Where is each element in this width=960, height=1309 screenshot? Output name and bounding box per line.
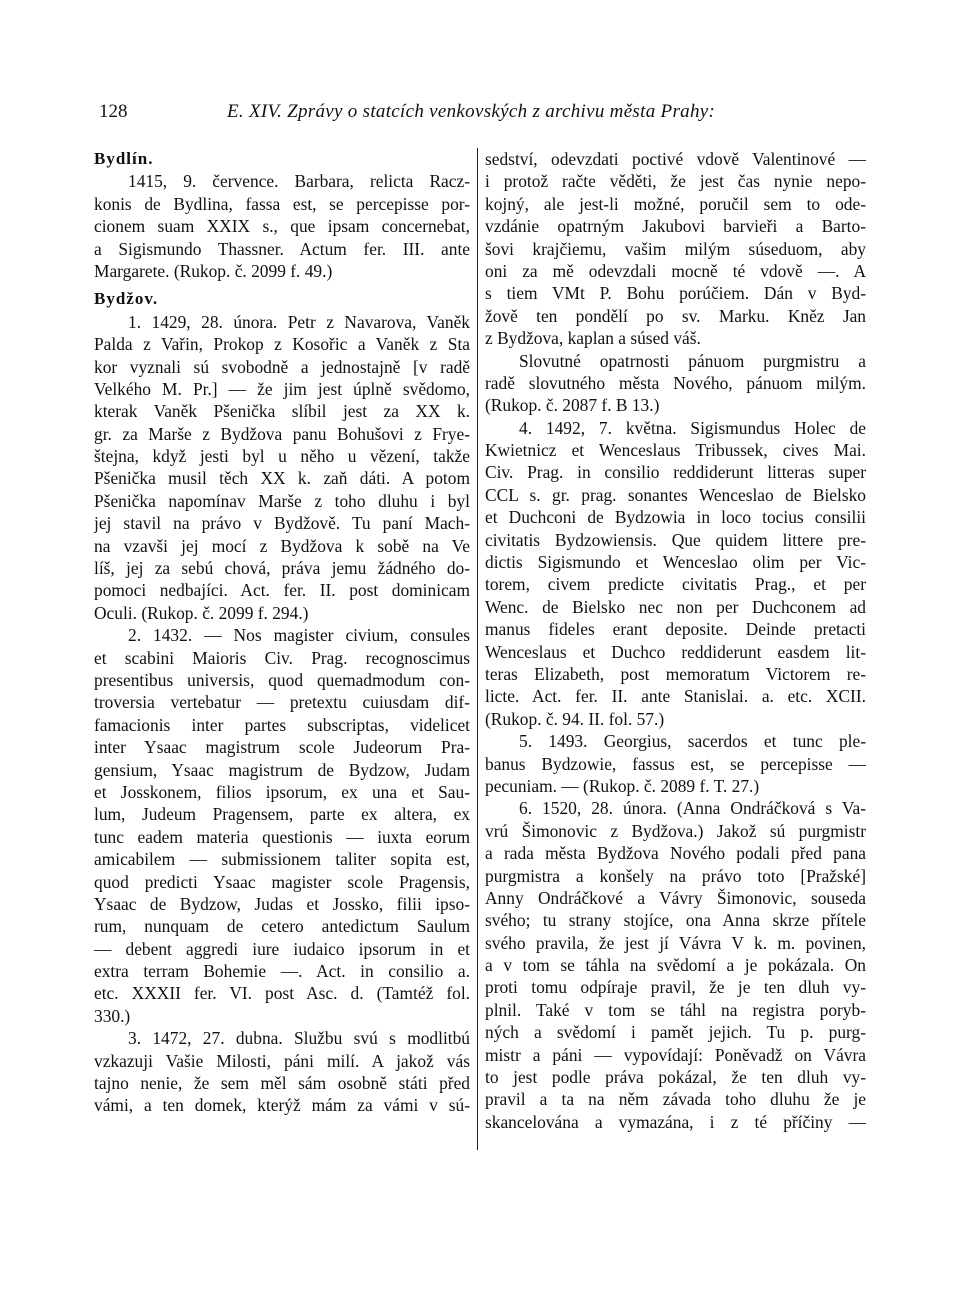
text-line: tajno nenie, že sem měl sám osobně státi před — [94, 1073, 470, 1094]
text-line: vrú Šimonovic z Bydžova.) Jakož sú purgmistr — [485, 820, 866, 841]
text-line: manus fideles erant deposite. Deinde pretacti — [485, 619, 866, 640]
page-number: 128 — [99, 101, 128, 122]
text-line: radě slovutného města Nového, pánuom milým. — [485, 372, 866, 393]
text-line: presentibus universis, quod quemadmodum con- — [94, 669, 470, 690]
text-line: licte. Act. fer. II. ante Stanislai. a. etc. XCII. — [485, 686, 866, 707]
text-line: oni za mě odevzdali mocně té vdově —. A — [485, 260, 866, 281]
text-line: s tiem VMt P. Bohu porúčiem. Dán v Byd- — [485, 283, 866, 304]
text-line: lum, Judeum Pragensem, parte ex altera, ex — [94, 804, 470, 825]
text-line: ných a svědomí i pamět jejich. Tu p. purg- — [485, 1022, 866, 1043]
text-line: et Duchconi de Bydzowia in loco tocius consilii — [485, 507, 866, 528]
text-line: a Sigismundo Thassner. Actum fer. III. ante — [94, 238, 470, 259]
running-head: E. XIV. Zprávy o statcích venkovských z archivu města Prahy: — [227, 101, 716, 122]
text-line: mistr a páni — vypovídají: Poněvadž on Vávra — [485, 1044, 866, 1065]
text-line: svého pravila, že jest jí Vávra V k. m. povinen, — [485, 932, 866, 953]
text-line: a v tom se táhla na svědomí a je pokázala. On — [485, 955, 866, 976]
text-line: gensium, Ysaac magistrum de Bydzow, Judam — [94, 759, 470, 780]
text-line: na vzavši jej mocí z Bydžova k sobě na Ve — [94, 535, 470, 556]
text-line: skancelována a vymazána, i z té příčiny — — [485, 1111, 866, 1132]
text-line: rum, nunquam de cetero antedictum Saulum — [94, 916, 470, 937]
right-column — [485, 148, 866, 1133]
text-line: pravil a ta na něm závada toho dluhu že je — [485, 1089, 866, 1110]
text-line: 4. 1492, 7. května. Sigismundus Holec de — [519, 417, 866, 438]
text-line: kterak Vaněk Pšenička slíbil jest za XX k. — [94, 401, 470, 422]
text-line: sedství, odevzdati poctivé vdově Valentinové — — [485, 149, 866, 169]
text-line: vámi, a ten domek, kterýž mám za vámi v sú- — [94, 1095, 470, 1116]
text-line: Civ. Prag. in consilio reddiderunt litteras super — [485, 462, 866, 483]
text-line: líš, jej za sebú chová, práva jemu žádného do- — [94, 558, 470, 579]
text-line: Margarete. (Rukop. č. 2099 f. 49.) — [94, 260, 333, 281]
text-line: 1415, 9. července. Barbara, relicta Racz- — [128, 171, 470, 192]
text-line: (Rukop. č. 2087 f. B 13.) — [485, 395, 660, 416]
text-line: cionem suam XXIX s., que ipsam concernebat, — [94, 216, 470, 237]
text-line: famacionis inter partes subscriptas, videlicet — [94, 714, 470, 735]
text-line: to jest podle práva pokázal, že ten dluh vy- — [485, 1067, 866, 1088]
text-line: — debent aggredi iure iudaico ipsorum in et — [94, 938, 470, 959]
text-line: 330.) — [94, 1005, 131, 1026]
text-line: troversia vertebatur — pretextu cuiusdam dif- — [94, 692, 470, 713]
text-line: 3. 1472, 27. dubna. Službu svú s modlitbú — [128, 1028, 470, 1049]
section-heading-bydlin: Bydlín. — [94, 149, 154, 168]
text-line: konis de Bydlina, fassa est, se percepisse por- — [94, 193, 470, 214]
text-line: Wenc. de Bielsko nec non per Duchconem ad — [485, 596, 866, 617]
text-line: pecuniam. — (Rukop. č. 2089 f. T. 27.) — [485, 775, 760, 796]
text-line: kor vyznali sú svobodně a jednostajně [v radě — [94, 356, 470, 377]
section-heading-bydzov: Bydžov. — [94, 289, 159, 309]
text-line: 5. 1493. Georgius, sacerdos et tunc ple- — [519, 731, 866, 752]
text-line: Ysaac de Bydzow, Judas et Jossko, filii ipso- — [94, 893, 470, 914]
text-line: dictis Sigismundo et Wenceslao olim per Vic- — [485, 552, 866, 573]
text-line: žově ten pondělí po sv. Marku. Kněz Jan — [485, 305, 866, 326]
text-line: Kwietnicz et Wenceslaus Tribussek, cives Mai. — [485, 440, 866, 461]
text-line: pomoci nedbajíci. Act. fer. II. post dominicam — [94, 580, 470, 601]
section-bydlin-text — [94, 170, 470, 282]
text-line: Anny Ondráčkové a Vávry Šimonovic, souseda — [485, 887, 866, 908]
text-line: Wenceslaus et Duchco reddiderunt easdem lit- — [485, 641, 866, 662]
text-line: (Rukop. č. 94. II. fol. 57.) — [485, 708, 665, 729]
text-line: jej stavil na právo v Bydžově. Tu paní Mach- — [94, 513, 470, 534]
text-line: 1. 1429, 28. února. Petr z Navarova, Vaněk — [128, 311, 470, 332]
text-line: civitatis Bydzowiensis. Que quidem littere pre- — [485, 529, 866, 550]
text-line: 6. 1520, 28. února. (Anna Ondráčková s Va- — [519, 798, 866, 819]
text-line: etc. XXXII fer. VI. post Asc. d. (Tamtéž fol. — [94, 983, 470, 1004]
text-line: šovi krajčiemu, vašim milým súseduom, aby — [485, 238, 866, 259]
text-line: Slovutné opatrnosti pánuom purgmistru a — [519, 350, 866, 371]
text-line: extra terram Bohemie —. Act. in consilio a. — [94, 961, 470, 982]
text-line: purgmistra a konšely na právo toto [Pražské] — [485, 865, 866, 886]
text-line: tunc eadem materia questionis — iuxta eorum — [94, 826, 470, 847]
text-line: Oculi. (Rukop. č. 2099 f. 294.) — [94, 602, 309, 623]
text-line: Pšenička musil těch XX k. zaň dáti. A potom — [94, 468, 470, 489]
text-line: quod predicti Ysaac magister scole Pragensis, — [94, 871, 470, 892]
text-line: et scabini Maioris Civ. Prag. recognoscimus — [94, 647, 470, 668]
text-line: a rada města Bydžova Nového podali před pana — [485, 843, 866, 864]
text-line: amicabilem — submissionem taliter sopita est, — [94, 849, 470, 870]
page-header — [99, 101, 869, 131]
text-line: Pšenička napomínav Marše z toho dluhu i byl — [94, 490, 470, 511]
text-line: i protož račte věděti, že jest čas nynie nepo- — [485, 171, 866, 192]
column-divider — [477, 148, 478, 1150]
text-line: svého; tu strany stojíce, ona Anna skrze přítele — [485, 910, 866, 931]
text-line: proti tomu odpíraje pravil, že je ten dluh vy- — [485, 977, 866, 998]
text-line: teras Elizabeth, post memoratum Victorem re- — [485, 663, 866, 684]
text-line: banus Bydzowie, fassus est, se percepisse — — [485, 753, 866, 774]
text-line: z Bydžova, kaplan a súsed váš. — [485, 328, 701, 349]
text-line: gr. za Marše z Bydžova panu Bohušovi z Frye- — [94, 423, 470, 444]
text-line: Palda z Vařin, Prokop z Kosořic a Vaněk z Sta — [94, 334, 470, 355]
text-line: plnil. Také v tom se táhl na registra poryb- — [485, 999, 866, 1020]
left-column — [94, 148, 470, 1117]
text-line: CCL s. gr. prag. sonantes Wenceslao de Bielsko — [485, 484, 866, 505]
text-line: vzkazuji Vašie Milosti, páni milí. A jakož vás — [94, 1050, 470, 1071]
text-line: Velkého M. Pr.] — že jim jest úplně svědomo, — [94, 378, 470, 399]
text-line: kojný, ale jest-li možné, poručil sem to ode- — [485, 193, 866, 214]
text-line: inter Ysaac magistrum scole Judeorum Pra- — [94, 737, 470, 758]
text-line: vzdánie opatrným Jakubovi barvieři a Barto- — [485, 216, 866, 237]
text-line: et Josskonem, filios ipsorum, ex una et Sau- — [94, 781, 470, 802]
text-line: 2. 1432. — Nos magister civium, consules — [128, 625, 470, 646]
section-bydzov-text — [94, 311, 470, 1117]
text-line: torem, civem predicte civitatis Prag., et per — [485, 574, 866, 595]
text-line: štejna, když jesti byl u něho u vězení, takže — [94, 446, 470, 467]
